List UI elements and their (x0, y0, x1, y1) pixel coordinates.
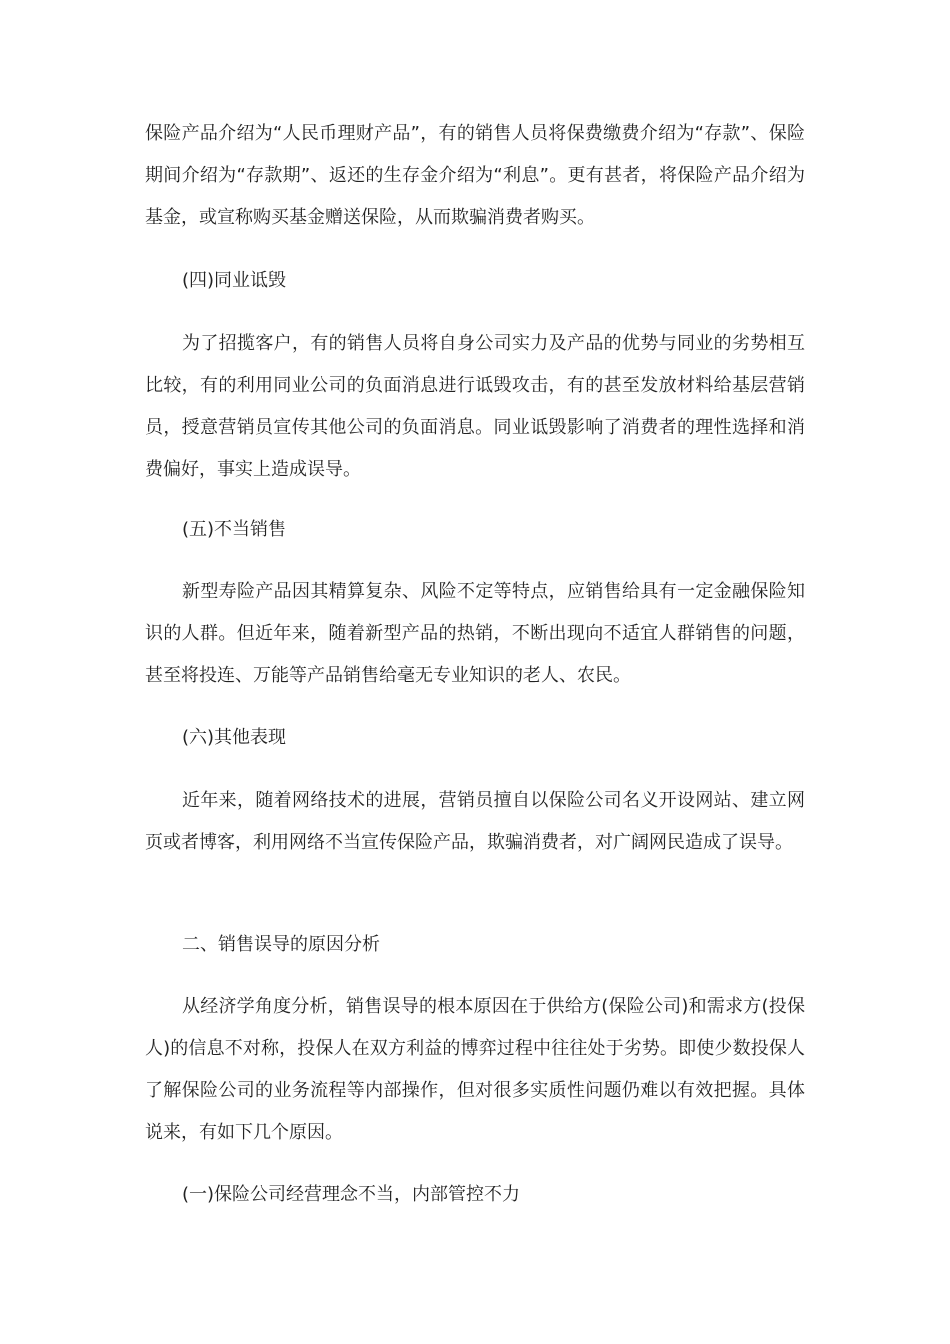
heading-improper-sales: (五)不当销售 (182, 519, 287, 540)
heading-peer-defamation: (四)同业诋毁 (182, 270, 287, 291)
paragraph-peer-defamation: 为了招揽客户，有的销售人员将自身公司实力及产品的优势与同业的劣势相互比较，有的利用同业公司的负面消息进行诋毁攻击，有的甚至发放材料给基层营销员，授意营销员宣传其他公司的负面消息。同业诋毁影响了消费者的理性选择和消费偏好，事实上造成误导。 (145, 333, 805, 480)
heading-other-manifestations: (六)其他表现 (182, 727, 287, 748)
heading-business-philosophy: (一)保险公司经营理念不当，内部管控不力 (182, 1184, 521, 1205)
paragraph-product-misrepresentation: 保险产品介绍为“人民币理财产品”，有的销售人员将保费缴费介绍为“存款”、保险期间介绍为“存款期”、返还的生存金介绍为“利息”。更有甚者，将保险产品介绍为基金，或宣称购买基金赠送保险，从而欺骗消费者购买。 (145, 123, 805, 228)
paragraph-cause-analysis: 从经济学角度分析，销售误导的根本原因在于供给方(保险公司)和需求方(投保人)的信息不对称，投保人在双方利益的博弈过程中往往处于劣势。即使少数投保人了解保险公司的业务流程等内部操作，但对很多实质性问题仍难以有效把握。具体说来，有如下几个原因。 (145, 996, 805, 1143)
paragraph-improper-sales: 新型寿险产品因其精算复杂、风险不定等特点，应销售给具有一定金融保险知识的人群。但近年来，随着新型产品的热销，不断出现向不适宜人群销售的问题，甚至将投连、万能等产品销售给毫无专业知识的老人、农民。 (145, 581, 805, 686)
paragraph-other-manifestations: 近年来，随着网络技术的进展，营销员擅自以保险公司名义开设网站、建立网页或者博客，利用网络不当宣传保险产品，欺骗消费者，对广阔网民造成了误导。 (145, 790, 805, 853)
heading-cause-analysis: 二、销售误导的原因分析 (182, 934, 380, 955)
